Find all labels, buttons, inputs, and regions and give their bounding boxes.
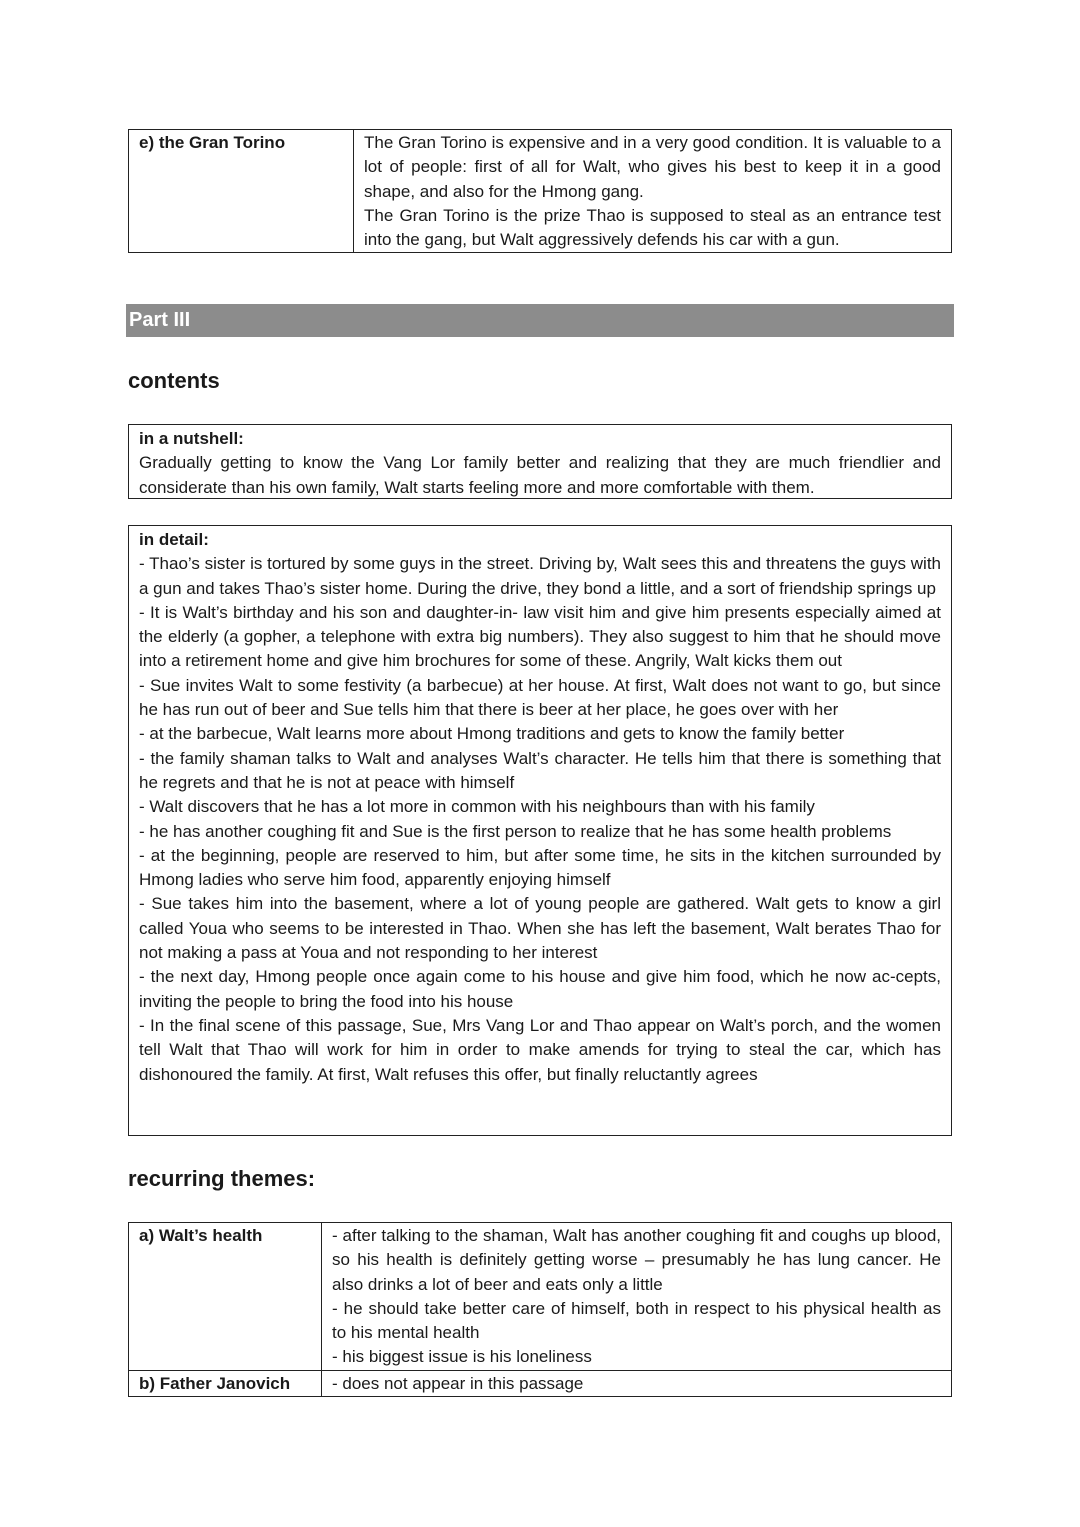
detail-item: - Sue takes him into the basement, where a lot of young people are gathered. Walt gets to know a girl called Youa who seems to be interested in Thao. When she has left the basement, Walt berates Thao for not making a pass at Youa and not responding to her interest	[139, 894, 941, 963]
theme-description	[354, 130, 952, 253]
table-row	[129, 1223, 952, 1371]
gran-torino-table	[128, 129, 952, 253]
paragraph: The Gran Torino is expensive and in a very good condition. It is valuable to a lot of people: first of all for Walt, who gives his best to keep it in a good shape, and also for the Hmong gang.	[364, 133, 941, 201]
theme-label: a) Walt’s health	[129, 1223, 322, 1371]
paragraph: - after talking to the shaman, Walt has another coughing fit and coughs up blood, so his health is definitely getting worse – presumably he has lung cancer. He also drinks a lot of beer and eats only a little	[332, 1226, 941, 1294]
detail-item: - Sue invites Walt to some festivity (a barbecue) at her house. At first, Walt does not want to go, but since he has run out of beer and Sue tells him that there is beer at her place, he goes over with her	[139, 675, 941, 720]
paragraph: - he should take better care of himself, both in respect to his physical health as to his mental health	[332, 1298, 941, 1343]
paragraph: The Gran Torino is the prize Thao is supposed to steal as an entrance test into the gang, but Walt aggressively defends his car with a gun.	[364, 205, 941, 250]
part-header: Part III	[126, 304, 954, 337]
detail-item: - It is Walt’s birthday and his son and daughter-in- law visit him and give him presents especially aimed at the elderly (a gopher, a telephone with extra big numbers). They also suggest to him that he should move into a retirement home and give him brochures for some of these. Angrily, Walt kicks them out	[139, 602, 941, 671]
paragraph: - does not appear in this passage	[332, 1373, 584, 1393]
table-row	[129, 1370, 952, 1396]
theme-label: e) the Gran Torino	[129, 130, 354, 253]
detail-item: - In the final scene of this passage, Sue, Mrs Vang Lor and Thao appear on Walt’s porch, and the women tell Walt that Thao will work for him in order to make amends for trying to steal the car, which has dishonoured the family. At first, Walt refuses this offer, but finally reluctantly agrees	[139, 1015, 941, 1084]
table-row	[129, 130, 952, 253]
detail-item: - Thao’s sister is tortured by some guys in the street. Driving by, Walt sees this and threatens the guys with a gun and takes Thao’s sister home. During the drive, they bond a little, and a sort of friendship springs up	[139, 554, 941, 598]
nutshell-label: in a nutshell:	[139, 429, 244, 448]
paragraph: - his biggest issue is his loneliness	[332, 1347, 592, 1367]
themes-table	[128, 1222, 952, 1397]
nutshell-box	[128, 424, 952, 499]
detail-item: - the next day, Hmong people once again come to his house and give him food, which he now ac-cepts, inviting the people to bring the food into his house	[139, 967, 941, 1011]
detail-item: - at the beginning, people are reserved to him, but after some time, he sits in the kitchen surrounded by Hmong ladies who serve him food, apparently enjoying himself	[139, 845, 941, 890]
detail-item: - Walt discovers that he has a lot more in common with his neighbours than with his family	[139, 797, 815, 817]
detail-item: - he has another coughing fit and Sue is the first person to realize that he has some health problems	[139, 821, 892, 841]
detail-item: - the family shaman talks to Walt and analyses Walt’s character. He tells him that there is something that he regrets and that he is not at peace with himself	[139, 748, 941, 792]
nutshell-text: Gradually getting to know the Vang Lor family better and realizing that they are much friendlier and considerate than his own family, Walt starts feeling more and more comfortable with them.	[139, 453, 941, 497]
theme-description	[322, 1370, 952, 1396]
theme-label: b) Father Janovich	[129, 1370, 322, 1396]
theme-description	[322, 1223, 952, 1371]
contents-heading: contents	[128, 368, 220, 393]
themes-heading: recurring themes:	[128, 1166, 316, 1191]
detail-item: - at the barbecue, Walt learns more about Hmong traditions and gets to know the family better	[139, 724, 845, 744]
detail-label: in detail:	[139, 530, 209, 549]
detail-box	[128, 525, 952, 1136]
